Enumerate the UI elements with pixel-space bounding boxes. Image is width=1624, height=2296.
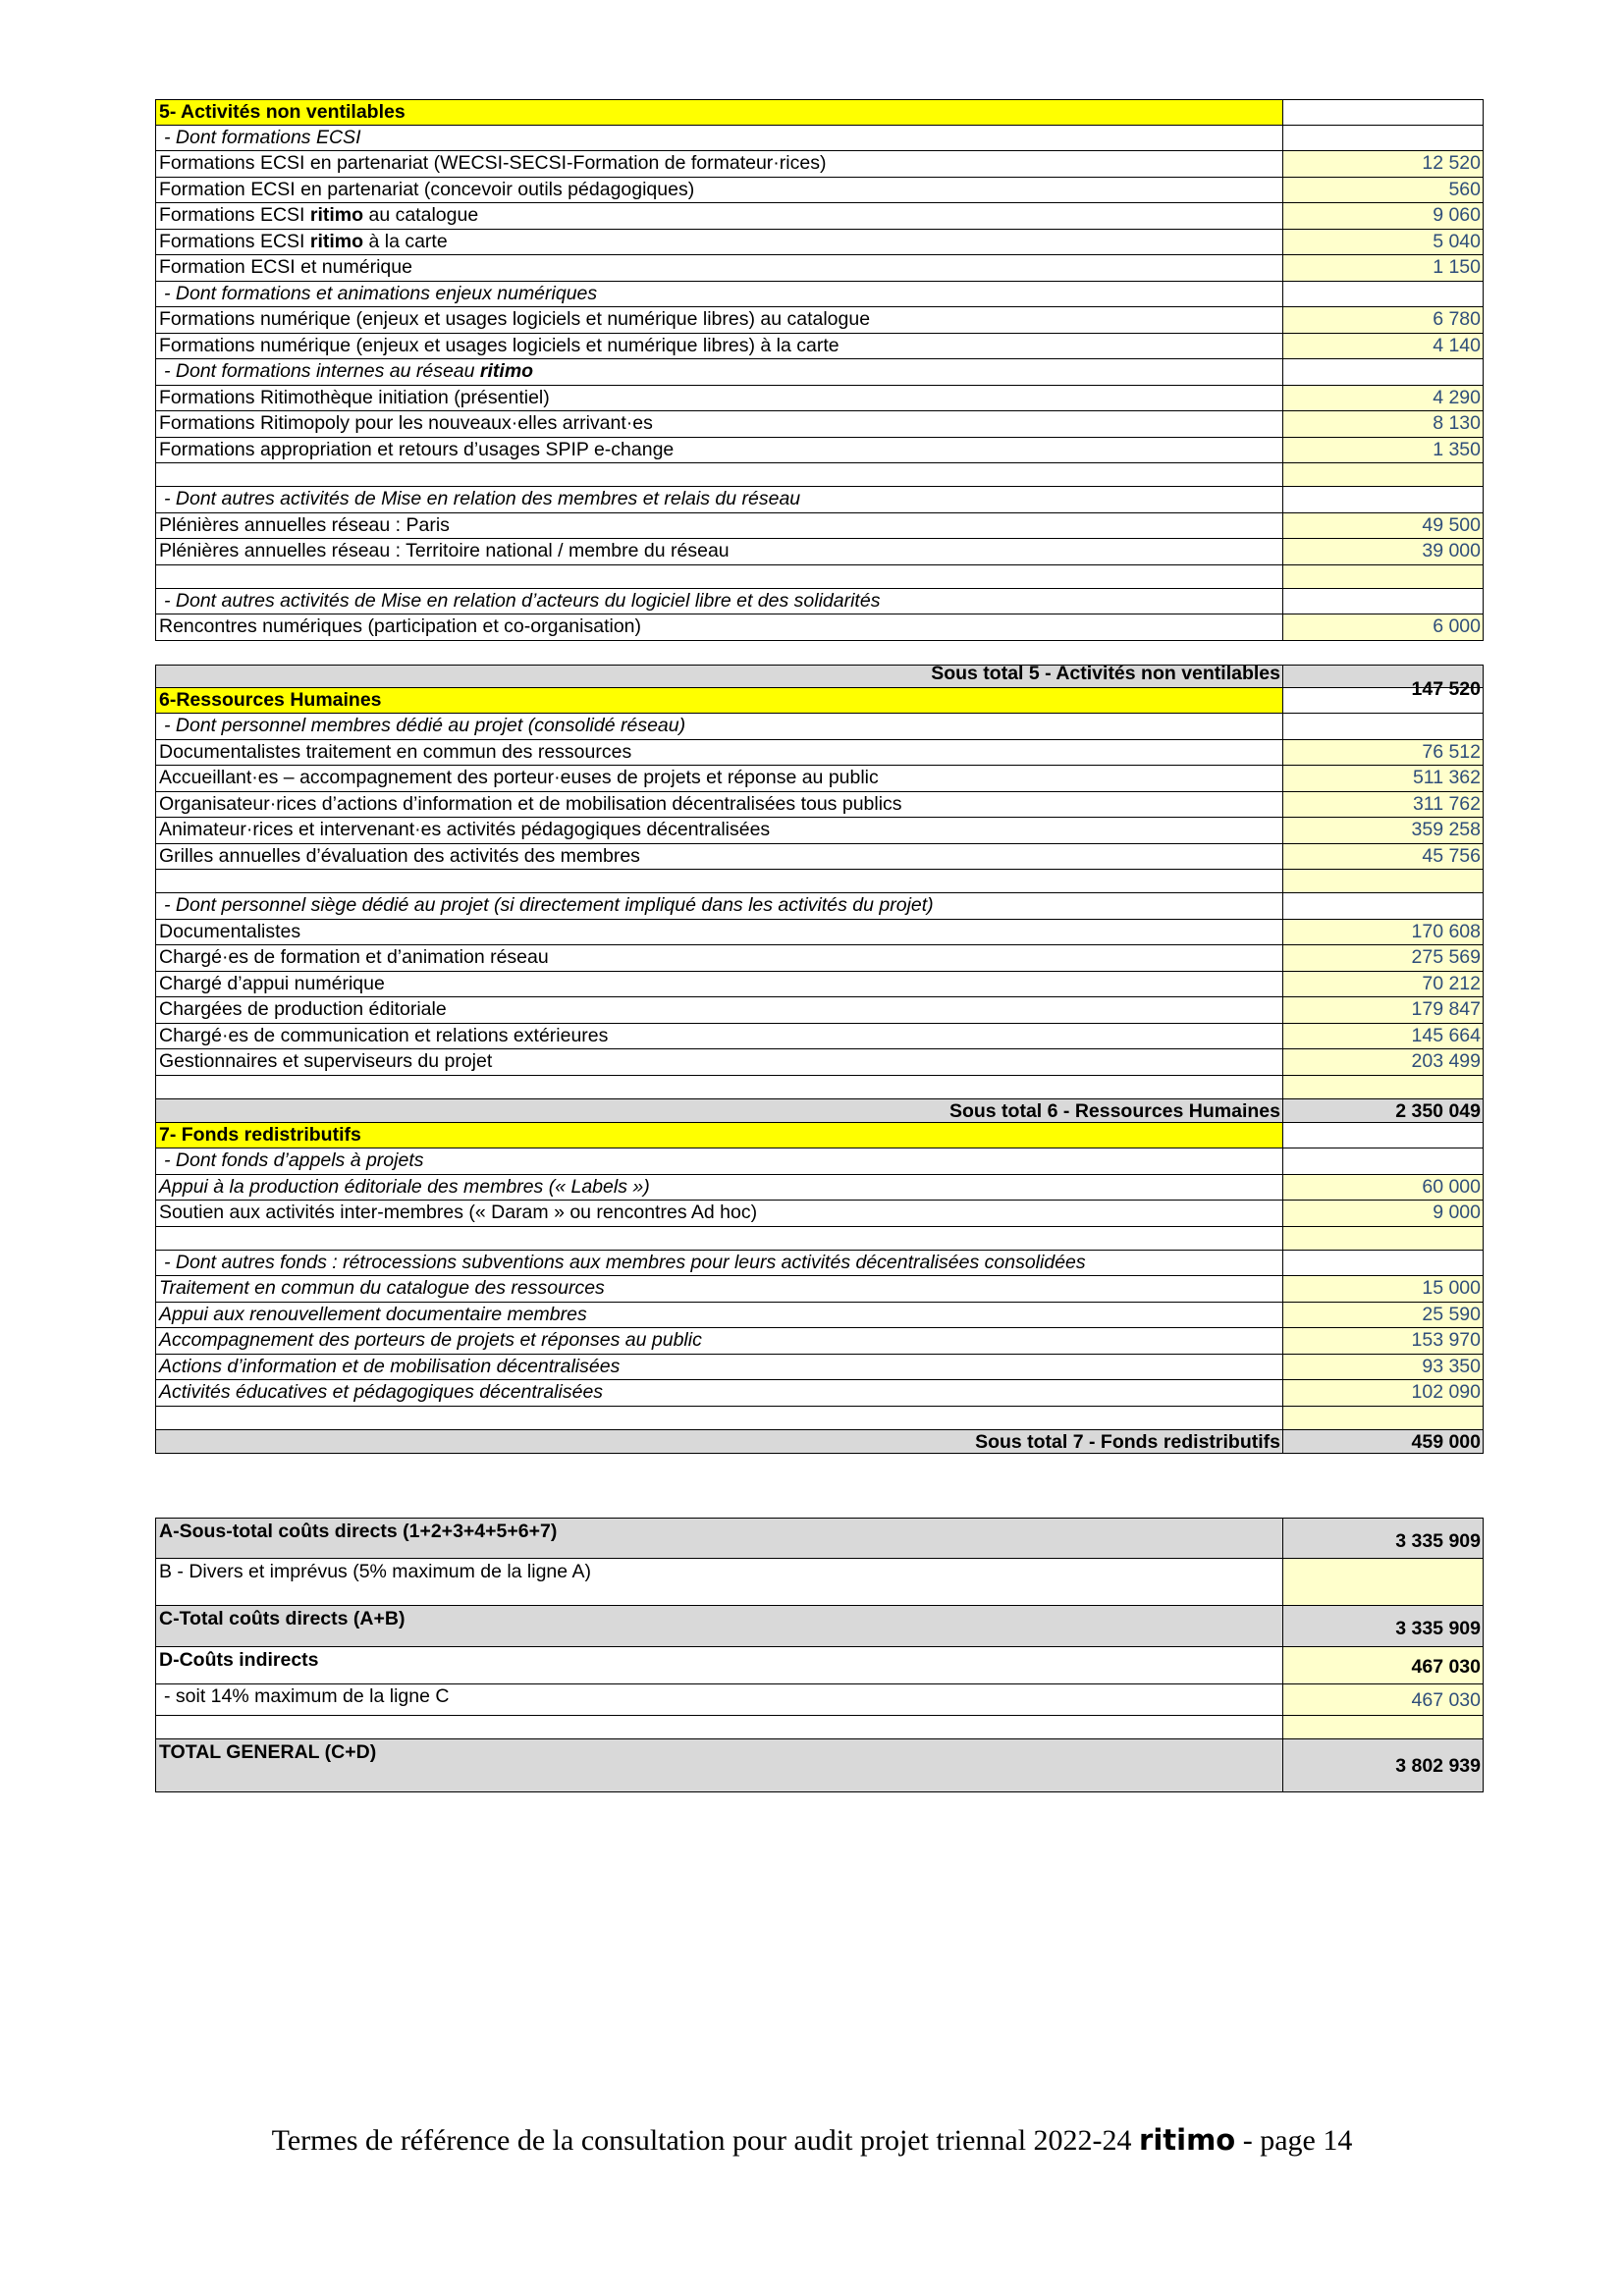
table-row (155, 1024, 1484, 1050)
row-label: Chargé·es de formation et d’animation réseau (155, 945, 1283, 972)
blank-row (155, 1407, 1484, 1430)
subtotal-label: Sous total 5 - Activités non ventilables (155, 665, 1283, 688)
row-value: 170 608 (1283, 920, 1484, 946)
row-value: 4 140 (1283, 334, 1484, 360)
blank-row (155, 1716, 1484, 1739)
table-row (155, 1303, 1484, 1329)
section-header (155, 1123, 1484, 1149)
page-footer: Termes de référence de la consultation pour audit projet triennal 2022-24 ritimo - page 14 (271, 2123, 1353, 2157)
row-value: 145 664 (1283, 1024, 1484, 1050)
row-value: 4 290 (1283, 386, 1484, 412)
row-value: 9 000 (1283, 1201, 1484, 1227)
table-row (155, 792, 1484, 819)
section-5-table (155, 99, 1484, 1454)
row-label: Formations numérique (enjeux et usages logiciels et numérique libres) à la carte (155, 334, 1283, 360)
group-title: - Dont personnel membres dédié au projet (consolidé réseau) (155, 714, 1484, 740)
table-row (155, 307, 1484, 334)
row-label: Organisateur·rices d’actions d’information et de mobilisation décentralisées tous publics (155, 792, 1283, 819)
row-label: Plénières annuelles réseau : Paris (155, 513, 1283, 540)
blank-row (155, 463, 1484, 487)
row-label: Activités éducatives et pédagogiques décentralisées (155, 1380, 1283, 1407)
group-title: - Dont formations ECSI (155, 126, 1484, 152)
row-value: 76 512 (1283, 740, 1484, 767)
table-row (155, 1175, 1484, 1201)
table-row (155, 230, 1484, 256)
subtotal-label: Sous total 7 - Fonds redistributifs (155, 1430, 1283, 1454)
row-label: Soutien aux activités inter-membres (« Daram » ou rencontres Ad hoc) (155, 1201, 1283, 1227)
section-header (155, 99, 1484, 126)
row-label: Actions d’information et de mobilisation décentralisées (155, 1355, 1283, 1381)
group-rows (155, 1276, 1484, 1407)
group-rows (155, 151, 1484, 282)
table-row (155, 844, 1484, 871)
table-row (155, 997, 1484, 1024)
summary-row-b: B - Divers et imprévus (5% maximum de la ligne A) (155, 1559, 1484, 1606)
row-label: Accueillant·es – accompagnement des porteur·euses de projets et réponse au public (155, 766, 1283, 792)
group-rows (155, 307, 1484, 359)
row-label: Animateur·rices et intervenant·es activités pédagogiques décentralisées (155, 818, 1283, 844)
table-row (155, 972, 1484, 998)
row-label: Formations ECSI ritimo à la carte (155, 230, 1283, 256)
row-label: Plénières annuelles réseau : Territoire national / membre du réseau (155, 539, 1283, 565)
row-label: Formation ECSI et numérique (155, 255, 1283, 282)
group-title: - Dont autres activités de Mise en relation d’acteurs du logiciel libre et des solidarités (155, 589, 1484, 615)
row-label: Chargé d’appui numérique (155, 972, 1283, 998)
row-label: Rencontres numériques (participation et co-organisation) (155, 614, 1283, 641)
row-value: 6 780 (1283, 307, 1484, 334)
row-value: 25 590 (1283, 1303, 1484, 1329)
group-rows (155, 513, 1484, 565)
row-value: 93 350 (1283, 1355, 1484, 1381)
table-row (155, 539, 1484, 565)
blank-row (155, 1076, 1484, 1099)
row-label: Formations ECSI en partenariat (WECSI-SECSI-Formation de formateur·rices) (155, 151, 1283, 178)
row-value: 60 000 (1283, 1175, 1484, 1201)
subtotal-value: 459 000 (1283, 1430, 1484, 1454)
subtotal-value: 147 520 (1283, 665, 1484, 688)
group-title: - Dont personnel siège dédié au projet (si directement impliqué dans les activités du projet) (155, 893, 1484, 920)
row-label: Documentalistes (155, 920, 1283, 946)
row-value: 70 212 (1283, 972, 1484, 998)
subtotal-row (155, 1430, 1484, 1454)
row-value: 39 000 (1283, 539, 1484, 565)
row-label: Documentalistes traitement en commun des ressources (155, 740, 1283, 767)
group-rows (155, 386, 1484, 464)
table-row (155, 740, 1484, 767)
group-title: - Dont formations et animations enjeux numériques (155, 282, 1484, 308)
row-label: Gestionnaires et superviseurs du projet (155, 1049, 1283, 1076)
table-row (155, 920, 1484, 946)
subtotal-row (155, 1099, 1484, 1123)
row-value: 153 970 (1283, 1328, 1484, 1355)
row-label: Formations appropriation et retours d’usages SPIP e-change (155, 438, 1283, 464)
row-value: 49 500 (1283, 513, 1484, 540)
table-row (155, 945, 1484, 972)
row-value: 6 000 (1283, 614, 1484, 641)
section-title: 7- Fonds redistributifs (155, 1123, 1283, 1149)
table-row (155, 513, 1484, 540)
row-value: 179 847 (1283, 997, 1484, 1024)
table-row (155, 1276, 1484, 1303)
summary-row-total: TOTAL GENERAL (C+D) 3 802 939 (155, 1739, 1484, 1792)
summary-row-d: D-Coûts indirects 467 030 (155, 1647, 1484, 1684)
row-value: 9 060 (1283, 203, 1484, 230)
row-label: Traitement en commun du catalogue des ressources (155, 1276, 1283, 1303)
summary-row-c: C-Total coûts directs (A+B) 3 335 909 (155, 1606, 1484, 1647)
summary-table (155, 1518, 1484, 1792)
row-value: 45 756 (1283, 844, 1484, 871)
summary-row-d2: - soit 14% maximum de la ligne C 467 030 (155, 1684, 1484, 1716)
row-label: Appui à la production éditoriale des membres (« Labels ») (155, 1175, 1283, 1201)
table-row (155, 386, 1484, 412)
row-value: 15 000 (1283, 1276, 1484, 1303)
blank-row (155, 1227, 1484, 1251)
row-label: Formations numérique (enjeux et usages logiciels et numérique libres) au catalogue (155, 307, 1283, 334)
section-title: 5- Activités non ventilables (155, 99, 1283, 126)
row-label: Appui aux renouvellement documentaire membres (155, 1303, 1283, 1329)
table-row (155, 203, 1484, 230)
table-row (155, 334, 1484, 360)
row-value: 102 090 (1283, 1380, 1484, 1407)
row-label: Chargées de production éditoriale (155, 997, 1283, 1024)
group-title: - Dont autres fonds : rétrocessions subventions aux membres pour leurs activités décentralisées consolidées (155, 1251, 1484, 1277)
table-row (155, 614, 1484, 641)
table-row (155, 1355, 1484, 1381)
section-header (155, 688, 1484, 715)
row-value: 311 762 (1283, 792, 1484, 819)
row-label: Accompagnement des porteurs de projets et réponses au public (155, 1328, 1283, 1355)
group-title: - Dont autres activités de Mise en relation des membres et relais du réseau (155, 487, 1484, 513)
row-label: Formation ECSI en partenariat (concevoir outils pédagogiques) (155, 178, 1283, 204)
table-row (155, 1049, 1484, 1076)
row-value: 359 258 (1283, 818, 1484, 844)
group-rows (155, 614, 1484, 641)
group-title: - Dont formations internes au réseau ritimo (155, 359, 1484, 386)
row-label: Chargé·es de communication et relations extérieures (155, 1024, 1283, 1050)
table-row (155, 1328, 1484, 1355)
row-label: Grilles annuelles d’évaluation des activités des membres (155, 844, 1283, 871)
subtotal-value: 2 350 049 (1283, 1099, 1484, 1123)
table-row (155, 178, 1484, 204)
row-value: 511 362 (1283, 766, 1484, 792)
table-row (155, 255, 1484, 282)
row-value: 560 (1283, 178, 1484, 204)
row-value: 1 350 (1283, 438, 1484, 464)
row-label: Formations ECSI ritimo au catalogue (155, 203, 1283, 230)
blank-row (155, 565, 1484, 589)
group-rows (155, 740, 1484, 871)
table-row (155, 818, 1484, 844)
table-row (155, 1380, 1484, 1407)
row-label: Formations Ritimothèque initiation (présentiel) (155, 386, 1283, 412)
row-label: Formations Ritimopoly pour les nouveaux·elles arrivant·es (155, 411, 1283, 438)
row-value: 275 569 (1283, 945, 1484, 972)
section-title: 6-Ressources Humaines (155, 688, 1283, 715)
table-row (155, 438, 1484, 464)
summary-row-a: A-Sous-total coûts directs (1+2+3+4+5+6+7) 3 335 909 (155, 1518, 1484, 1559)
row-value: 203 499 (1283, 1049, 1484, 1076)
table-row (155, 411, 1484, 438)
row-value: 8 130 (1283, 411, 1484, 438)
group-title: - Dont fonds d’appels à projets (155, 1148, 1484, 1175)
table-row (155, 151, 1484, 178)
row-value: 5 040 (1283, 230, 1484, 256)
row-value: 12 520 (1283, 151, 1484, 178)
group-rows (155, 1175, 1484, 1227)
table-row (155, 766, 1484, 792)
table-row (155, 1201, 1484, 1227)
group-rows (155, 920, 1484, 1076)
subtotal-label: Sous total 6 - Ressources Humaines (155, 1099, 1283, 1123)
blank-row (155, 870, 1484, 893)
brand-logo: ritimo (1139, 2123, 1236, 2157)
row-value: 1 150 (1283, 255, 1484, 282)
